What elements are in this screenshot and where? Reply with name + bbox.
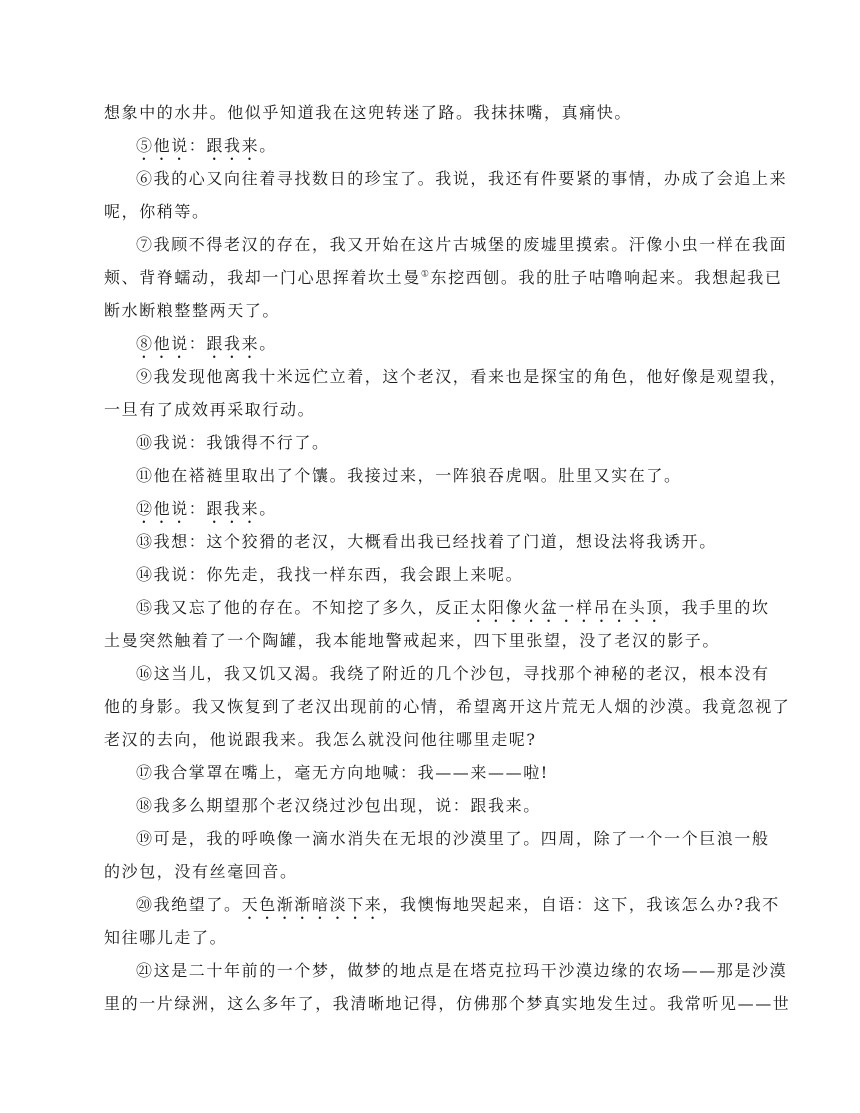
text-line: ㉑这是二十年前的一个梦，做梦的地点是在塔克拉玛干沙漠边缘的农场——那是沙漠 (136, 961, 788, 980)
text-line: ⑭我说：你先走，我找一样东西，我会跟上来呢。 (136, 565, 524, 584)
text-line: 知往哪儿走了。 (104, 928, 228, 947)
dotted-text: ⑧他说：跟我来。 (136, 334, 277, 353)
text-line: 一旦有了成效再采取行动。 (104, 400, 316, 419)
text-span: ⑳我绝望了。 (136, 895, 242, 914)
text-line: ⑥我的心又向往着寻找数日的珍宝了。我说，我还有件要紧的事情，办成了会追上来 (136, 169, 788, 188)
footnote-marker: ① (420, 269, 431, 280)
text-line (136, 591, 796, 626)
text-line: 断水断粮整整两天了。 (104, 301, 281, 320)
dotted-text: 太阳像火盆一样吊在头顶 (470, 598, 665, 617)
text-line: ⑲可是，我的呼唤像一滴水消失在无垠的沙漠里了。四周，除了一个一个巨浪一般 (136, 829, 770, 848)
text-line (136, 492, 796, 527)
text-line: ⑬我想：这个狡猾的老汉，大概看出我已经找着了门道，想设法将我诱开。 (136, 532, 717, 551)
text-line: 他的身影。我又恢复到了老汉出现前的心情，希望离开这片荒无人烟的沙漠。我竟忽视了 (104, 697, 791, 716)
text-line (136, 888, 796, 923)
text-line: 呢，你稍等。 (104, 202, 210, 221)
text-line: ⑨我发现他离我十米远伫立着，这个老汉，看来也是探宝的角色，他好像是观望我， (136, 367, 788, 386)
text-line: 老汉的去向，他说跟我来。我怎么就没问他往哪里走呢? (104, 730, 537, 749)
dotted-text: ⑫他说：跟我来。 (136, 499, 277, 518)
text-line: ⑦我顾不得老汉的存在，我又开始在这片古城堡的废墟里摸索。汗像小虫一样在我面 (136, 235, 788, 254)
text-line: 里的一片绿洲，这么多年了，我清晰地记得，仿佛那个梦真实地发生过。我常听见——世 (104, 994, 791, 1013)
text-line: ⑯这当儿，我又饥又渴。我绕了附近的几个沙包，寻找那个神秘的老汉，根本没有 (136, 664, 770, 683)
text-line: 的沙包，没有丝毫回音。 (104, 862, 298, 881)
text-line: ⑱我多么期望那个老汉绕过沙包出现，说：跟我来。 (136, 796, 541, 815)
text-line: ⑩我说：我饿得不行了。 (136, 433, 330, 452)
text-span: ，我懊悔地哭起来，自语：这下，我该怎么办?我不 (382, 895, 780, 914)
text-line (104, 261, 783, 294)
text-line: ⑰我合掌罩在嘴上，毫无方向地喊：我——来——啦! (136, 763, 549, 782)
text-line (136, 327, 796, 362)
text-span: ⑮我又忘了他的存在。不知挖了多久，反正 (136, 598, 471, 617)
text-line: ⑪他在褡裢里取出了个馕。我接过来，一阵狼吞虎咽。肚里又实在了。 (136, 466, 682, 485)
text-span: 颊、背脊蠕动，我却一门心思挥着坎土曼 (104, 268, 421, 287)
text-line: 想象中的水井。他似乎知道我在这兜转迷了路。我抹抹嘴，真痛快。 (104, 103, 633, 122)
text-line (136, 129, 796, 164)
text-span: 东挖西刨。我的肚子咕噜响起来。我想起我已 (430, 268, 783, 287)
dotted-text: ⑤他说：跟我来。 (136, 136, 277, 155)
dotted-text: 天色渐渐暗淡下来 (241, 895, 383, 914)
text-line: 土曼突然触着了一个陶罐，我本能地警戒起来，四下里张望，没了老汉的影子。 (104, 631, 721, 650)
text-span: ，我手里的坎 (664, 598, 770, 617)
